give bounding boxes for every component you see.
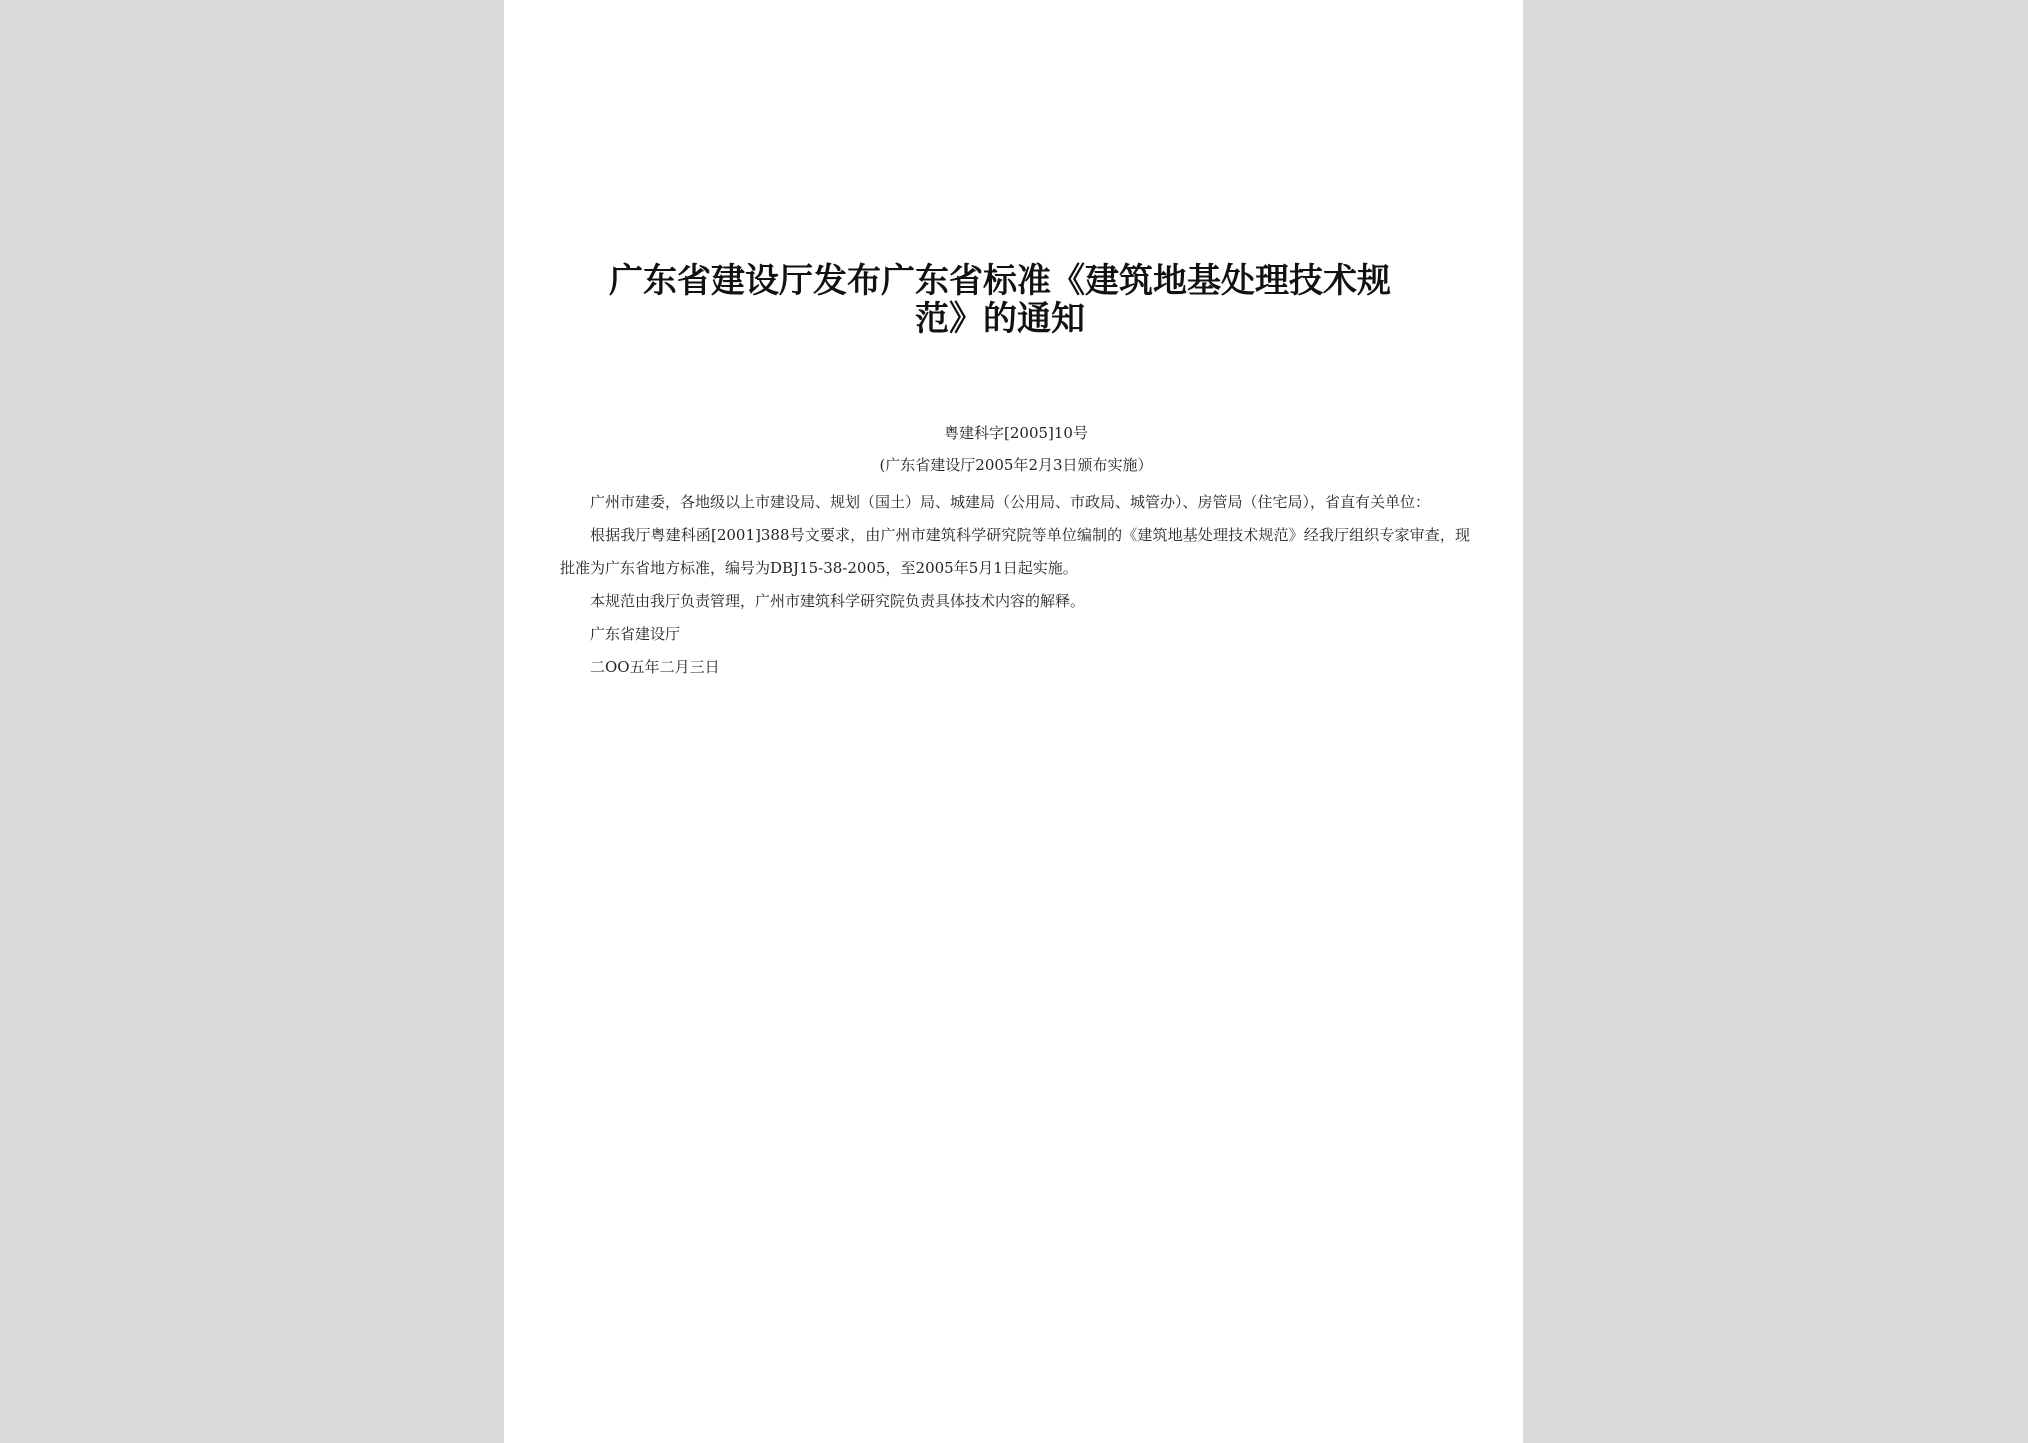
- issued-note: (广东省建设厅2005年2月3日颁布实施）: [879, 456, 1153, 474]
- addressee-paragraph: 广州市建委，各地级以上市建设局、规划（国土）局、城建局（公用局、市政局、城管办）、房管局（住宅局），省直有关单位：: [590, 493, 1431, 511]
- document-number: 粤建科字[2005]10号: [944, 424, 1088, 442]
- body-paragraph-1: 根据我厅粤建科函[2001]388号文要求，由广州市建筑科学研究院等单位编制的《建筑地基处理技术规范》经我厅组织专家审查，现批准为广东省地方标准，编号为DBJ15-38-2005，至2005年5月1日起实施。: [560, 526, 1470, 577]
- signature-date: 二OO五年二月三日: [590, 658, 720, 676]
- document-page: [504, 0, 1523, 1443]
- document-title: 广东省建设厅发布广东省标准《建筑地基处理技术规范》的通知: [609, 261, 1391, 339]
- body-paragraph-2: 本规范由我厅负责管理，广州市建筑科学研究院负责具体技术内容的解释。: [590, 592, 1086, 610]
- signature: 广东省建设厅: [590, 625, 681, 643]
- document-body: [560, 486, 1470, 684]
